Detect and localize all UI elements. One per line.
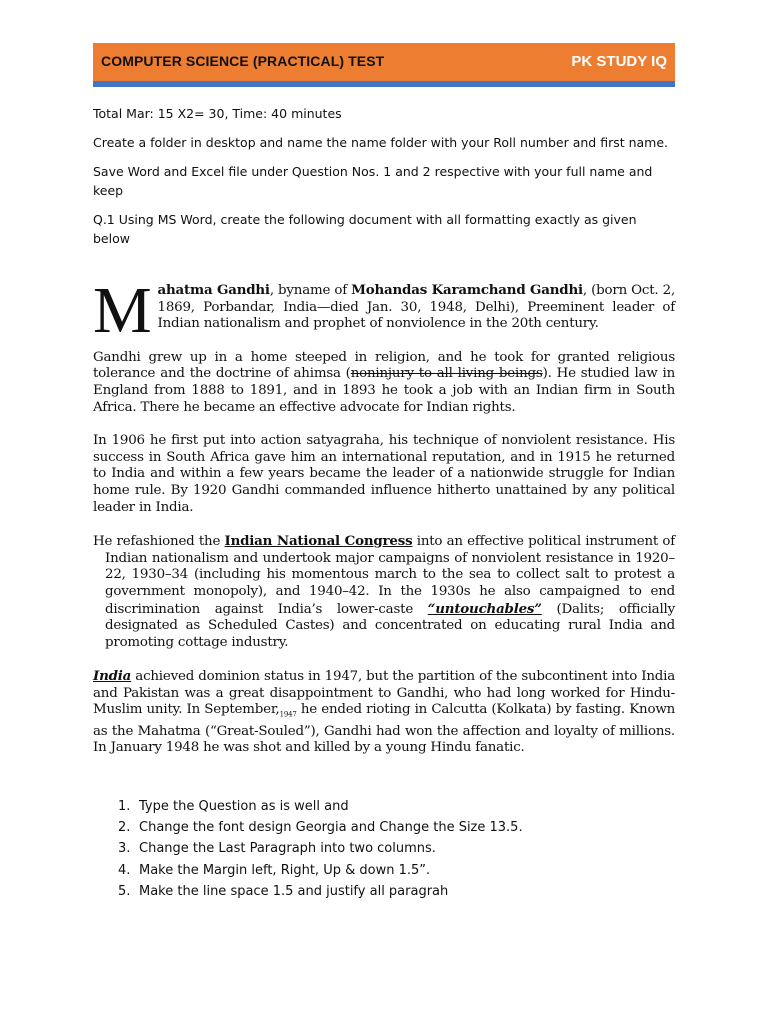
paragraph-2: [93, 350, 675, 416]
list-number: 5.: [118, 883, 131, 899]
header-banner: [93, 43, 675, 81]
brand-name: PK STUDY IQ: [571, 53, 667, 70]
strikethrough-text: noninjury to all living beings: [350, 366, 543, 382]
task-list: [118, 796, 638, 902]
paragraph-1: [93, 274, 675, 347]
list-number: 3.: [118, 841, 131, 857]
p5-text-b: he ended rioting in Calcutta (Kolkata) by fasting. Known as the Mahatma (“Great-Souled”), Gandhi had won the affection and loyalty of millions. In January 1948 he was shot and killed by a young Hindu fanatic.: [93, 702, 675, 756]
p5-text-a: achieved dominion status in 1947, but the partition of the subcontinent into India and Pakistan was a great disappointment to Gandhi, who had long worked for Hindu-Muslim unity. In September,: [93, 669, 675, 718]
header-accent-bar: [93, 81, 675, 87]
list-text: Change the font design Georgia and Change the Size 13.5.: [139, 820, 523, 836]
year-subscript: 1947: [279, 711, 297, 720]
test-title: COMPUTER SCIENCE (PRACTICAL) TEST: [101, 53, 385, 69]
gandhi-name: ahatma Gandhi: [157, 282, 270, 298]
p4-text-a: He refashioned the: [93, 534, 225, 550]
save-instruction: Save Word and Excel file under Question Nos. 1 and 2 respective with your full name and keep: [93, 164, 653, 198]
list-item: [118, 796, 638, 817]
inc-link-text: Indian National Congress: [224, 533, 413, 550]
drop-cap: M: [93, 274, 152, 347]
folder-instruction: Create a folder in desktop and name the name folder with your Roll number and first name.: [93, 135, 669, 150]
instructions: [93, 104, 673, 258]
list-item: [118, 860, 638, 881]
list-number: 4.: [118, 862, 131, 878]
document-body: [93, 274, 675, 774]
list-item: [118, 881, 638, 902]
paragraph-5: [93, 668, 675, 757]
p1-text-b: , (born Oct. 2, 1869, Porbandar, India—died Jan. 30, 1948, Delhi), Preeminent leader of Indian nationalism and prophet of nonviolence in the 20th century.: [157, 283, 675, 332]
full-name: Mohandas Karamchand Gandhi: [351, 282, 583, 298]
question-1: Q.1 Using MS Word, create the following document with all formatting exactly as given below: [93, 212, 637, 246]
india-text: India: [93, 668, 132, 685]
paragraph-3: In 1906 he first put into action satyagraha, his technique of nonviolent resistance. His success in South Africa gave him an international reputation, and in 1915 he returned to India and within a few years became the leader of a nationwide struggle for Indian home rule. By 1920 Gandhi commanded influence hitherto unattained by any political leader in India.: [93, 433, 675, 515]
list-text: Make the line space 1.5 and justify all paragrah: [139, 883, 449, 899]
marks-time-line: Total Mar: 15 X2= 30, Time: 40 minutes: [93, 106, 342, 121]
untouchables-text: “untouchables”: [427, 600, 542, 617]
p4-text-b: into an effective political instrument of Indian nationalism and undertook major campaigns of nonviolent resistance in 1920–22, 1930–34 (including his momentous march to the sea to collect salt to protest a government monopoly), and 1940–42. In the 1930s he also campaigned to end discrimination against India’s lower-caste: [105, 534, 675, 617]
paragraph-4: [93, 533, 675, 651]
p4-text-c: (Dalits; officially designated as Scheduled Castes) and concentrated on educating rural India and promoting cottage industry.: [105, 601, 675, 650]
list-text: Change the Last Paragraph into two columns.: [139, 841, 436, 857]
list-text: Make the Margin left, Right, Up & down 1.5”.: [139, 862, 431, 878]
list-text: Type the Question as is well and: [139, 799, 349, 814]
list-number: 2.: [118, 820, 131, 836]
list-item: [118, 817, 638, 838]
p1-text-a: , byname of: [269, 283, 352, 298]
p2-text-b: ). He studied law in England from 1888 to 1891, and in 1893 he took a job with an Indian firm in South Africa. There he became an effective advocate for Indian rights.: [93, 366, 675, 415]
list-number: 1.: [118, 799, 131, 814]
p2-text-a: Gandhi grew up in a home steeped in religion, and he took for granted religious tolerance and the doctrine of ahimsa (: [93, 349, 675, 382]
list-item: [118, 838, 638, 859]
